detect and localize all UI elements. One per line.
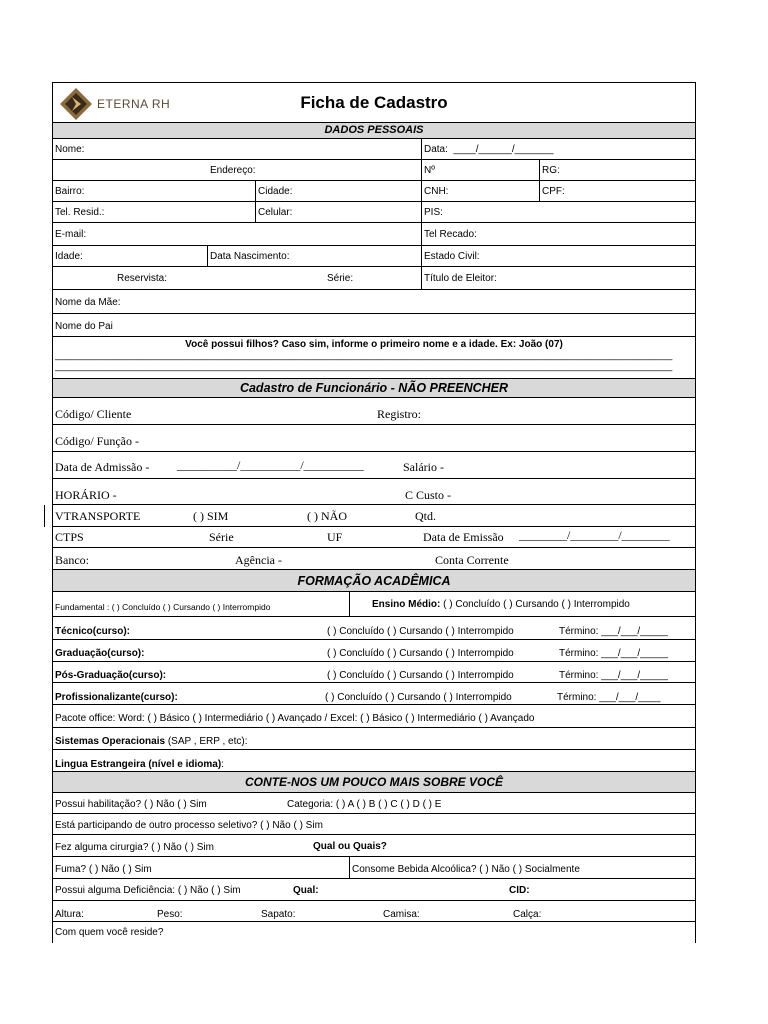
field-titulo-eleitor[interactable] [421,267,695,289]
data-emissao-blank[interactable]: ________/________/________ [519,528,670,542]
label-pos-graduacao: Pós-Graduação(curso): [55,670,167,681]
row-tel [53,202,695,223]
label-calca: Calça: [513,909,542,920]
row-bairro [53,181,695,202]
row-idade [53,246,695,267]
label-endereco: Endereço: [210,165,256,176]
label-reservista: Reservista: [117,273,168,284]
label-titulo-eleitor: Título de Eleitor: [424,273,497,284]
row-pacote-office [53,705,695,728]
label-qual-quais: Qual ou Quais? [313,841,387,852]
label-graduacao: Graduação(curso): [55,648,145,659]
label-ctps: CTPS [55,530,84,544]
registration-form [52,82,696,943]
field-cpf[interactable] [539,181,695,201]
field-cidade[interactable] [255,181,421,201]
label-nome-pai: Nome do Pai [55,321,113,332]
data-admissao-blank[interactable]: __________/__________/__________ [177,458,364,472]
section-heading: CONTE-NOS UM POUCO MAIS SOBRE VOCÊ [244,775,504,789]
label-cnh: CNH: [424,186,449,197]
label-altura: Altura: [55,909,84,920]
label-reside: Com quem você reside? [55,927,164,938]
field-data-nascimento[interactable] [207,246,421,266]
label-qtd: Qtd. [415,509,436,523]
label-codigo-cliente: Código/ Cliente [55,407,132,421]
habilitacao-options[interactable]: Possui habilitação? ( ) Não ( ) Sim [55,799,207,810]
row-deficiencia [53,879,695,901]
section-dados-pessoais [53,123,695,139]
row-graduacao [53,640,695,662]
label-serie: Série: [327,273,354,284]
row-email [53,223,695,246]
section-heading: FORMAÇÃO ACADÊMICA [297,574,451,588]
row-cirurgia [53,835,695,857]
label-tel-recado: Tel Recado: [424,229,477,240]
label-uf: UF [327,530,343,544]
logo-text: ETERNA RH [97,97,171,111]
row-processo [53,814,695,835]
field-numero[interactable] [421,160,539,180]
row-ctps [53,527,695,548]
row-endereco [53,160,695,181]
label-agencia: Agência - [235,553,282,567]
fuma-options: Fuma? ( ) Não ( ) Sim [55,864,152,875]
field-fuma[interactable] [55,857,349,878]
row-horario [53,479,695,505]
section-heading: Cadastro de Funcionário - NÃO PREENCHER [239,381,509,395]
label-pis: PIS: [424,207,443,218]
row-codigo-cliente [53,398,695,425]
label-idade: Idade: [55,251,83,262]
field-rg[interactable] [539,160,695,180]
label-cid: CID: [509,885,530,896]
processo-options[interactable]: Está participando de outro processo seletivo? ( ) Não ( ) Sim [55,820,323,831]
label-sapato: Sapato: [261,909,296,920]
label-numero: Nº [424,165,435,176]
label-profissionalizante: Profissionalizante(curso): [55,692,178,703]
label-bairro: Bairro: [55,186,85,197]
label-tecnico: Técnico(curso): [55,626,131,637]
label-conta-corrente: Conta Corrente [435,553,509,567]
form-header [53,83,695,123]
field-celular[interactable] [255,202,421,222]
deficiencia-options[interactable]: Possui alguma Deficiência: ( ) Não ( ) Sim [55,885,241,896]
label-c-custo: C Custo - [405,488,452,502]
row-vtransporte [53,505,695,527]
label-nome: Nome: [55,144,85,155]
filhos-question: Você possui filhos? Caso sim, informe o primeiro nome e a idade. Ex: João (07) [185,339,563,350]
label-estado-civil: Estado Civil: [424,251,480,262]
field-cnh[interactable] [421,181,539,201]
data-blank: ____/______/_______ [453,144,554,155]
label-salario: Salário - [403,460,444,474]
label-vtransporte: VTRANSPORTE [55,509,141,523]
label-codigo-funcao: Código/ Função - [55,434,139,448]
label-email: E-mail: [55,229,87,240]
label-camisa: Camisa: [383,909,420,920]
row-lingua [53,750,695,772]
lingua-rest: : [221,759,224,770]
row-profissionalizante [53,683,695,705]
vt-nao-option[interactable]: ( ) NÃO [307,509,347,523]
graduacao-termino[interactable]: Término: ___/___/_____ [559,648,668,659]
ensino-medio-options: ( ) Concluído ( ) Cursando ( ) Interrompido [443,599,630,610]
pos-termino[interactable]: Término: ___/___/_____ [559,670,668,681]
margin-mark [44,505,45,527]
row-tecnico [53,617,695,640]
label-horario: HORÁRIO - [55,488,117,502]
field-data[interactable] [421,139,695,159]
label-cpf: CPF: [542,186,565,197]
field-tel-resid[interactable] [55,202,255,222]
label-celular: Celular: [258,207,293,218]
row-nome [53,139,695,160]
field-pis[interactable] [421,202,695,222]
row-filhos [53,337,695,379]
bebida-options: Consome Bebida Alcoólica? ( ) Não ( ) Socialmente [352,864,580,875]
fundamental-options: Fundamental : ( ) Concluído ( ) Cursando ( ) Interrompido [55,602,271,612]
field-tel-recado[interactable] [421,223,695,245]
section-cadastro-funcionario [53,379,695,398]
label-ensino-medio: Ensino Médio: [372,599,441,610]
label-registro: Registro: [377,407,421,421]
label-data: Data: [424,144,448,155]
prof-options[interactable]: ( ) Concluído ( ) Cursando ( ) Interrompido [325,692,512,703]
section-formacao [53,570,695,592]
field-nome-mae[interactable] [55,290,695,313]
cirurgia-options[interactable]: Fez alguma cirurgia? ( ) Não ( ) Sim [55,842,214,853]
categoria-options[interactable]: Categoria: ( ) A ( ) B ( ) C ( ) D ( ) E [287,799,442,810]
pacote-office-options[interactable]: Pacote office: Word: ( ) Básico ( ) Intermediário ( ) Avançado / Excel: ( ) Básico ( ) Intermediário ( ) Avançado [55,713,535,724]
field-ensino-medio[interactable] [349,592,695,616]
label-banco: Banco: [55,553,89,567]
row-sistemas [53,728,695,750]
tecnico-termino[interactable]: Término: ___/___/_____ [559,626,668,637]
row-banco [53,548,695,570]
field-estado-civil[interactable] [421,246,695,266]
row-pos [53,662,695,683]
label-rg: RG: [542,165,560,176]
row-fundamental [53,592,695,617]
graduacao-options[interactable]: ( ) Concluído ( ) Cursando ( ) Interrompido [327,648,514,659]
row-reservista [53,267,695,290]
field-reservista[interactable] [53,267,421,289]
form-title: Ficha de Cadastro [300,93,448,112]
row-habilitacao [53,793,695,814]
row-codigo-funcao [53,425,695,452]
field-endereco[interactable] [53,160,421,180]
label-nome-mae: Nome da Mãe: [55,297,121,308]
label-data-nascimento: Data Nascimento: [210,251,290,262]
field-email[interactable] [55,223,421,245]
label-lingua: Lingua Estrangeira (nível e idioma) [55,759,222,770]
vt-sim-option[interactable]: ( ) SIM [193,509,229,523]
field-fundamental[interactable] [55,592,349,616]
filhos-line-1[interactable]: _______________________________________________________________________________________________________________ [55,350,673,361]
field-bebida[interactable] [349,857,695,878]
section-heading: DADOS PESSOAIS [324,124,424,136]
prof-termino[interactable]: Término: ___/___/____ [557,692,661,703]
row-reside [53,922,695,943]
label-peso: Peso: [157,909,183,920]
pos-options[interactable]: ( ) Concluído ( ) Cursando ( ) Interrompido [327,670,514,681]
field-nome[interactable] [55,139,421,159]
label-data-emissao: Data de Emissão [423,530,504,544]
row-nome-pai [53,314,695,337]
tecnico-options[interactable]: ( ) Concluído ( ) Cursando ( ) Interrompido [327,626,514,637]
row-nome-mae [53,290,695,314]
row-fuma [53,857,695,879]
label-sistemas: Sistemas Operacionais [55,736,166,747]
field-idade[interactable] [55,246,207,266]
label-tel-resid: Tel. Resid.: [55,207,105,218]
row-medidas [53,901,695,922]
field-bairro[interactable] [55,181,255,201]
field-nome-pai[interactable] [55,314,695,336]
section-sobre-voce [53,772,695,793]
label-data-admissao: Data de Admissão - [55,460,150,474]
sistemas-rest: (SAP , ERP , etc): [165,736,248,747]
row-data-admissao [53,452,695,479]
label-qual: Qual: [293,885,319,896]
label-cidade: Cidade: [258,186,293,197]
label-ctps-serie: Série [209,530,234,544]
filhos-line-2[interactable]: _______________________________________________________________________________________________________________ [55,361,673,372]
